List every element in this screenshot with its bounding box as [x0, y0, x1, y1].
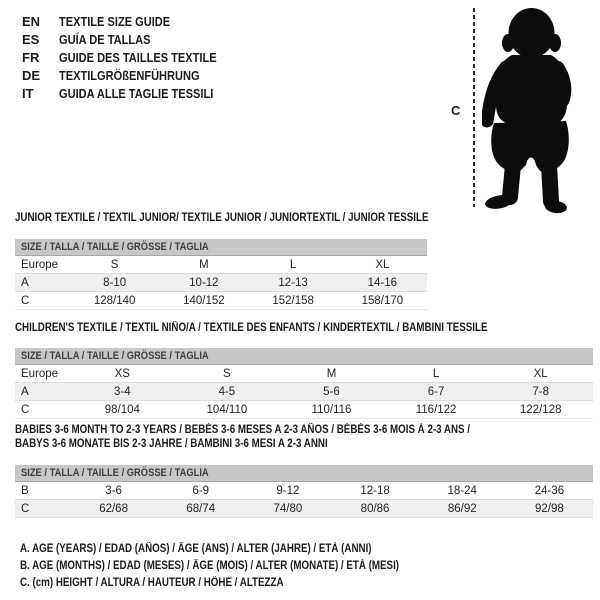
table-row: B 3-6 6-9 9-12 12-18 18-24 24-36 — [21, 484, 565, 497]
table-row: Europe S M L XL — [21, 258, 390, 271]
size-header-bar: SIZE / TALLA / TAILLE / GRÖSSE / TAGLIA — [15, 239, 427, 256]
lang-title: GUIDE DES TAILLES TEXTILE — [59, 49, 217, 65]
lang-title: TEXTILE SIZE GUIDE — [59, 13, 171, 29]
lang-row-de — [22, 66, 244, 84]
junior-table-title: JUNIOR TEXTILE / TEXTIL JUNIOR/ TEXTILE JUNIOR / JUNIORTEXTIL / JUNIOR TESSILE — [15, 212, 429, 224]
lang-row-es — [22, 30, 244, 48]
height-measure-line — [473, 8, 475, 207]
table-row: A 3-4 4-5 5-6 6-7 7-8 — [15, 382, 593, 400]
height-measure-label: C — [451, 103, 461, 118]
lang-code: ES — [22, 31, 40, 47]
lang-row-en — [22, 12, 244, 30]
table-row: C 62/68 68/74 74/80 80/86 86/92 92/98 — [15, 499, 593, 517]
lang-code: IT — [22, 85, 34, 101]
babies-table-title: BABIES 3-6 MONTH TO 2-3 YEARS / BEBÉS 3-6 MESES A 2-3 AÑOS / BÉBÉS 3-6 MOIS À 2-3 ANS / BABYS 3-6 MONATE BIS 2-3 JAHRE / BAMBINI 3-6 MESI A 2-3 ANNI — [15, 424, 471, 450]
language-title-list — [22, 12, 244, 102]
toddler-silhouette-icon — [482, 5, 592, 215]
legend-row-a: A. AGE (YEARS) / EDAD (AÑOS) / ÂGE (ANS) / ALTER (JAHRE) / ETÀ (ANNI) — [20, 542, 372, 555]
table-row: C 128/140 140/152 152/158 158/170 — [15, 291, 427, 309]
junior-size-table — [15, 239, 427, 310]
children-table-title: CHILDREN'S TEXTILE / TEXTIL NIÑO/A / TEXTILE DES ENFANTS / KINDERTEXTIL / BAMBINI TESSILE — [15, 322, 488, 334]
table-row: C 98/104 104/110 110/116 116/122 122/128 — [15, 400, 593, 418]
lang-title: GUÍA DE TALLAS — [59, 31, 151, 47]
table-row: Europe XS S M L XL — [21, 367, 548, 380]
lang-title: GUIDA ALLE TAGLIE TESSILI — [59, 85, 214, 101]
size-header-bar: SIZE / TALLA / TAILLE / GRÖSSE / TAGLIA — [15, 348, 593, 365]
children-size-table — [15, 348, 593, 419]
measurement-legend — [20, 540, 466, 591]
legend-row-c: C. (cm) HEIGHT / ALTURA / HAUTEUR / HÖHE / ALTEZZA — [20, 576, 284, 589]
lang-code: DE — [22, 67, 41, 83]
babies-size-table — [15, 465, 593, 518]
table-row: A 8-10 10-12 12-13 14-16 — [15, 273, 427, 291]
lang-title: TEXTILGRÖßENFÜHRUNG — [59, 67, 200, 83]
lang-row-fr — [22, 48, 244, 66]
lang-code: EN — [22, 13, 41, 29]
size-header-bar: SIZE / TALLA / TAILLE / GRÖSSE / TAGLIA — [15, 465, 593, 482]
legend-row-b: B. AGE (MONTHS) / EDAD (MESES) / ÂGE (MOIS) / ALTER (MONATE) / ETÀ (MESI) — [20, 559, 400, 572]
lang-row-it — [22, 84, 244, 102]
lang-code: FR — [22, 49, 40, 65]
